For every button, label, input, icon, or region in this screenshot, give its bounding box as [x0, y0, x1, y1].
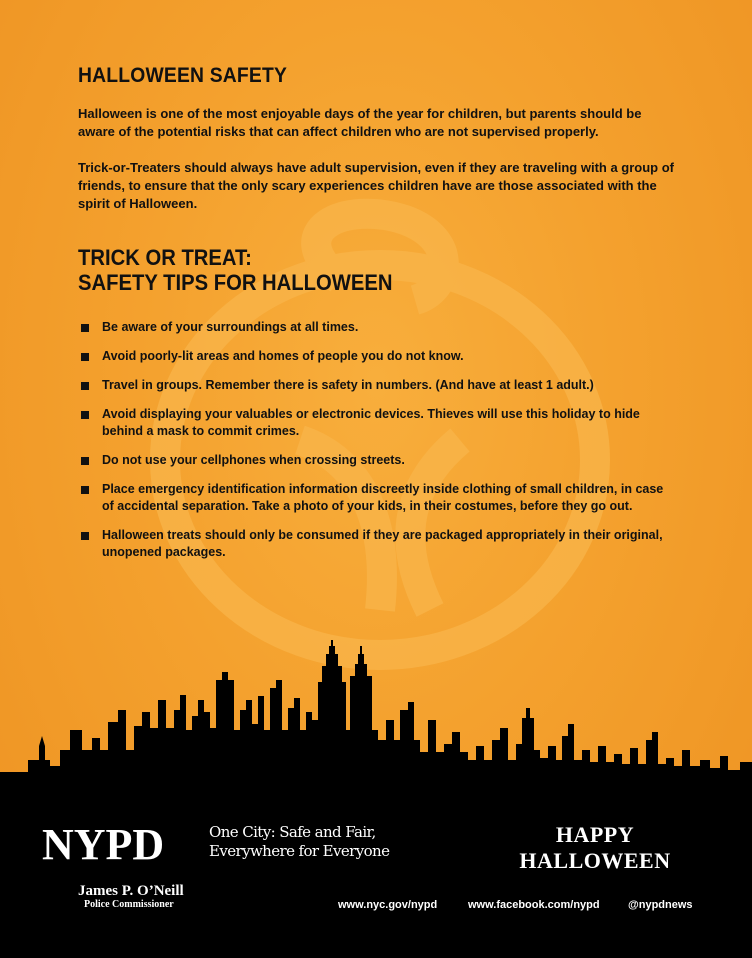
tips-heading — [78, 245, 630, 295]
square-bullet-icon — [81, 382, 89, 390]
supervision-paragraph: Trick-or-Treaters should always have adult supervision, even if they are traveling with a group of friends, to ensure that the only scary experiences children have are those associated with the spirit of Halloween. — [78, 160, 675, 211]
square-bullet-icon — [81, 411, 89, 419]
list-item — [78, 481, 678, 515]
square-bullet-icon — [81, 457, 89, 465]
commissioner-block — [78, 883, 184, 911]
tip-text: Do not use your cellphones when crossing streets. — [102, 453, 405, 467]
tagline-line1: One City: Safe and Fair, — [209, 823, 376, 841]
tip-text: Halloween treats should only be consumed if they are packaged appropriately in their original, unopened packages. — [102, 528, 663, 559]
list-item — [78, 377, 678, 394]
list-item — [78, 348, 678, 365]
tip-text: Be aware of your surroundings at all times. — [102, 320, 359, 334]
tips-heading-line2: SAFETY TIPS FOR HALLOWEEN — [78, 270, 393, 295]
link-twitter-handle[interactable]: @nypdnews — [628, 899, 693, 911]
happy-line2: HALLOWEEN — [519, 848, 671, 873]
main-content — [78, 64, 678, 573]
happy-halloween — [500, 822, 690, 874]
link-nyc-gov[interactable]: www.nyc.gov/nypd — [338, 899, 438, 911]
tip-text: Travel in groups. Remember there is safety in numbers. (And have at least 1 adult.) — [102, 378, 594, 392]
tip-text: Avoid poorly-lit areas and homes of people you do not know. — [102, 349, 464, 363]
square-bullet-icon — [81, 353, 89, 361]
square-bullet-icon — [81, 486, 89, 494]
tip-text: Avoid displaying your valuables or electronic devices. Thieves will use this holiday to hide behind a mask to commit crimes. — [102, 407, 640, 438]
tagline-line2: Everywhere for Everyone — [209, 842, 390, 860]
square-bullet-icon — [81, 324, 89, 332]
nypd-logo: NYPD — [42, 820, 165, 869]
list-item — [78, 319, 678, 336]
happy-line1: HAPPY — [555, 822, 635, 847]
tips-heading-line1: TRICK OR TREAT: — [78, 245, 252, 270]
intro-paragraph: Halloween is one of the most enjoyable days of the year for children, but parents should be aware of the potential risks that can affect children who are not supervised properly. — [78, 106, 642, 139]
commissioner-title: Police Commissioner — [84, 899, 174, 910]
link-facebook[interactable]: www.facebook.com/nypd — [468, 899, 600, 911]
tip-text: Place emergency identification information discreetly inside clothing of small children, in case of accidental separation. Take a photo of your kids, in their costumes, before they go out. — [102, 482, 664, 513]
page-title: HALLOWEEN SAFETY — [78, 64, 288, 87]
footer-band — [0, 790, 752, 958]
list-item — [78, 527, 678, 561]
list-item — [78, 406, 678, 440]
commissioner-name: James P. O’Neill — [78, 883, 184, 899]
list-item — [78, 452, 678, 469]
square-bullet-icon — [81, 532, 89, 540]
tagline — [209, 823, 389, 861]
tips-list — [78, 319, 678, 561]
